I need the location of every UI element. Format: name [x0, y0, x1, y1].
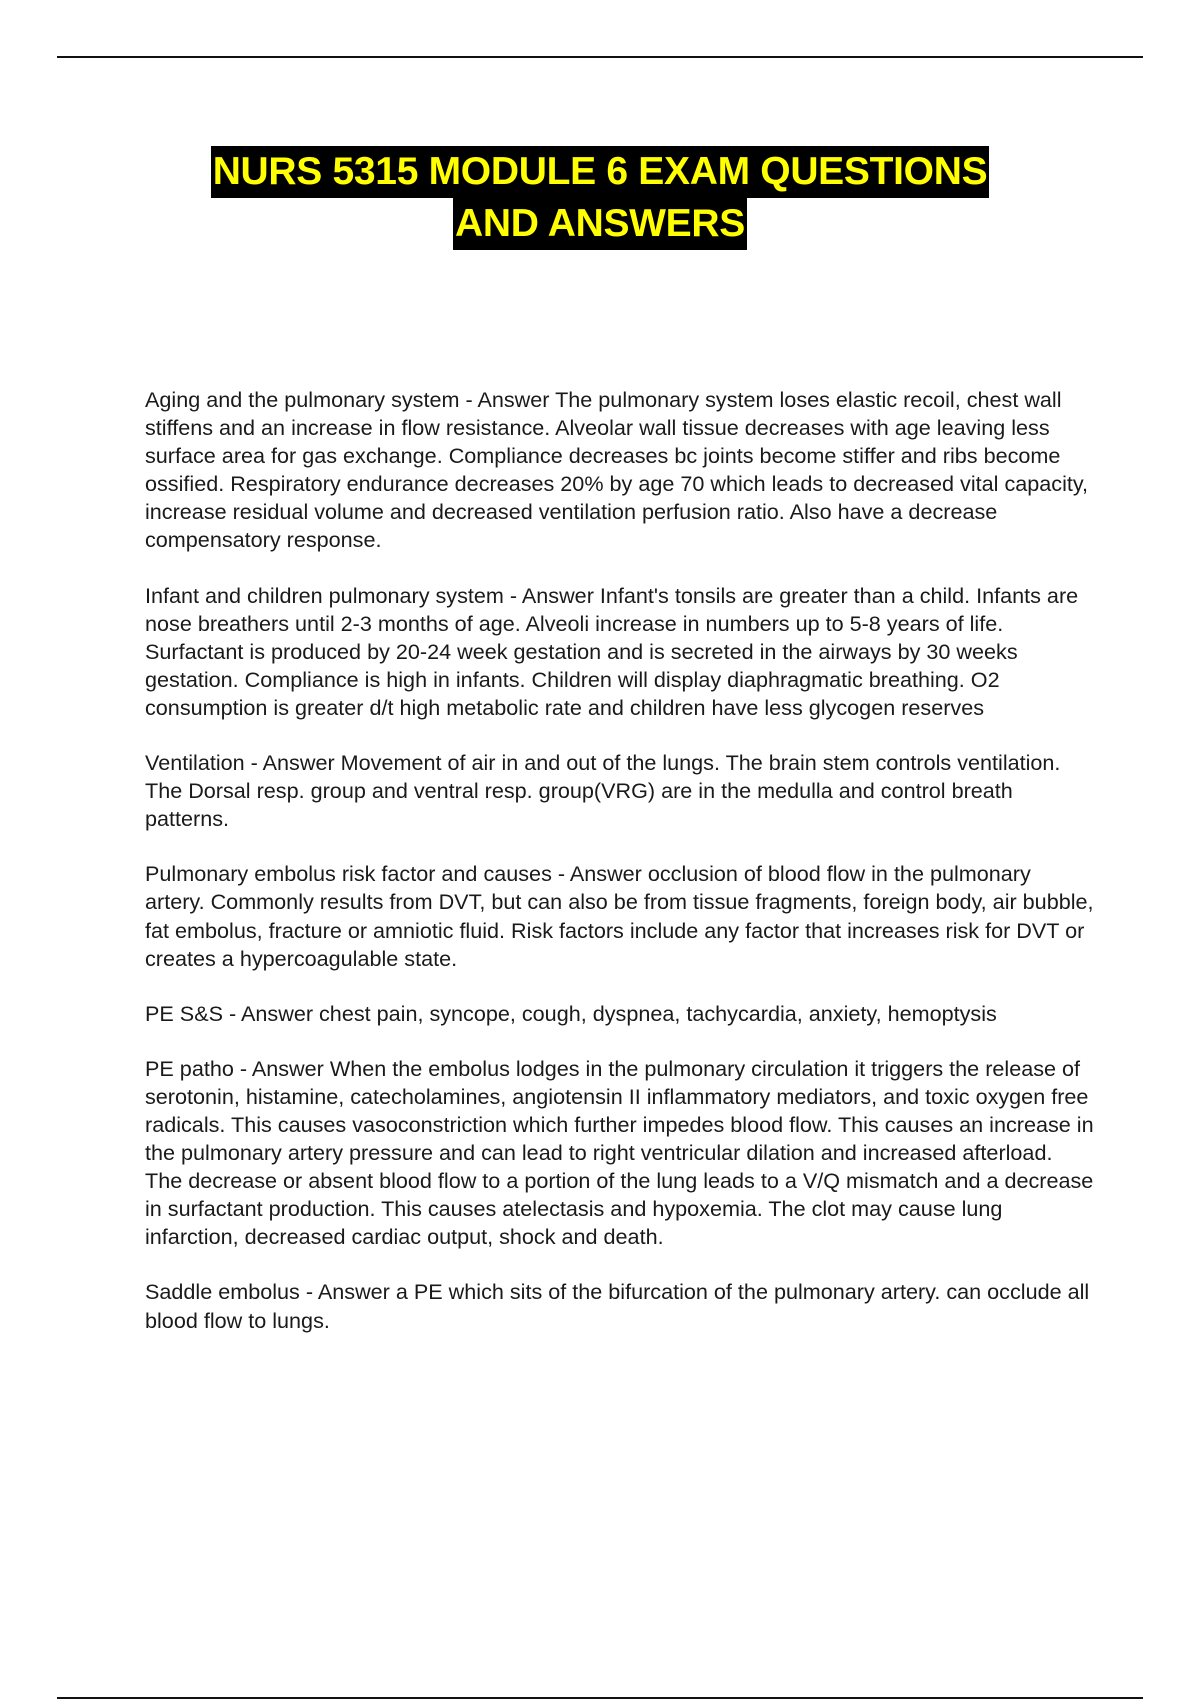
page-title: [0, 146, 1200, 250]
qa-entry-pe-risk-causes: Pulmonary embolus risk factor and causes - Answer occlusion of blood flow in the pulmonary artery. Commonly results from DVT, but can also be from tissue fragments, foreign body, air bubble, fat embolus, fracture or amniotic fluid. Risk factors include any factor that increases risk for DVT or creates a hypercoagulable state.: [145, 861, 1094, 971]
qa-entry-pe-signs-symptoms: PE S&S - Answer chest pain, syncope, cough, dyspnea, tachycardia, anxiety, hemoptysis: [145, 1000, 997, 1026]
qa-entry-infant-children-pulmonary: Infant and children pulmonary system - Answer Infant's tonsils are greater than a child. Infants are nose breathers until 2-3 months of age. Alveoli increase in numbers up to 5-8 years of life. Surfactant is produced by 20-24 week gestation and is secreted in the airways by 30 weeks gestation. Compliance is high in infants. Children will display diaphragmatic breathing. O2 consumption is greater d/t high metabolic rate and children have less glycogen reserves: [145, 582, 1079, 720]
qa-list: [145, 386, 1095, 1362]
qa-entry-ventilation: Ventilation - Answer Movement of air in and out of the lungs. The brain stem controls ventilation. The Dorsal resp. group and ventral resp. group(VRG) are in the medulla and control breath patterns.: [145, 750, 1061, 832]
title-line-2: AND ANSWERS: [453, 198, 747, 250]
title-line-1: NURS 5315 MODULE 6 EXAM QUESTIONS: [211, 146, 990, 198]
bottom-divider: [57, 1697, 1143, 1699]
qa-entry-aging-pulmonary: Aging and the pulmonary system - Answer The pulmonary system loses elastic recoil, chest wall stiffens and an increase in flow resistance. Alveolar wall tissue decreases with age leaving less surface area for gas exchange. Compliance decreases bc joints become stiffer and ribs become ossified. Respiratory endurance decreases 20% by age 70 which leads to decreased vital capacity, increase residual volume and decreased ventilation perfusion ratio. Also have a decrease compensatory response.: [145, 387, 1089, 553]
top-divider: [57, 56, 1143, 58]
qa-entry-saddle-embolus: Saddle embolus - Answer a PE which sits of the bifurcation of the pulmonary artery. can occlude all blood flow to lungs.: [145, 1279, 1090, 1333]
qa-entry-pe-patho: PE patho - Answer When the embolus lodges in the pulmonary circulation it triggers the release of serotonin, histamine, catecholamines, angiotensin II inflammatory mediators, and toxic oxygen free radicals. This causes vasoconstriction which further impedes blood flow. This causes an increase in the pulmonary artery pressure and can lead to right ventricular dilation and increased afterload. The decrease or absent blood flow to a portion of the lung leads to a V/Q mismatch and a decrease in surfactant production. This causes atelectasis and hypoxemia. The clot may cause lung infarction, decreased cardiac output, shock and death.: [145, 1055, 1094, 1250]
